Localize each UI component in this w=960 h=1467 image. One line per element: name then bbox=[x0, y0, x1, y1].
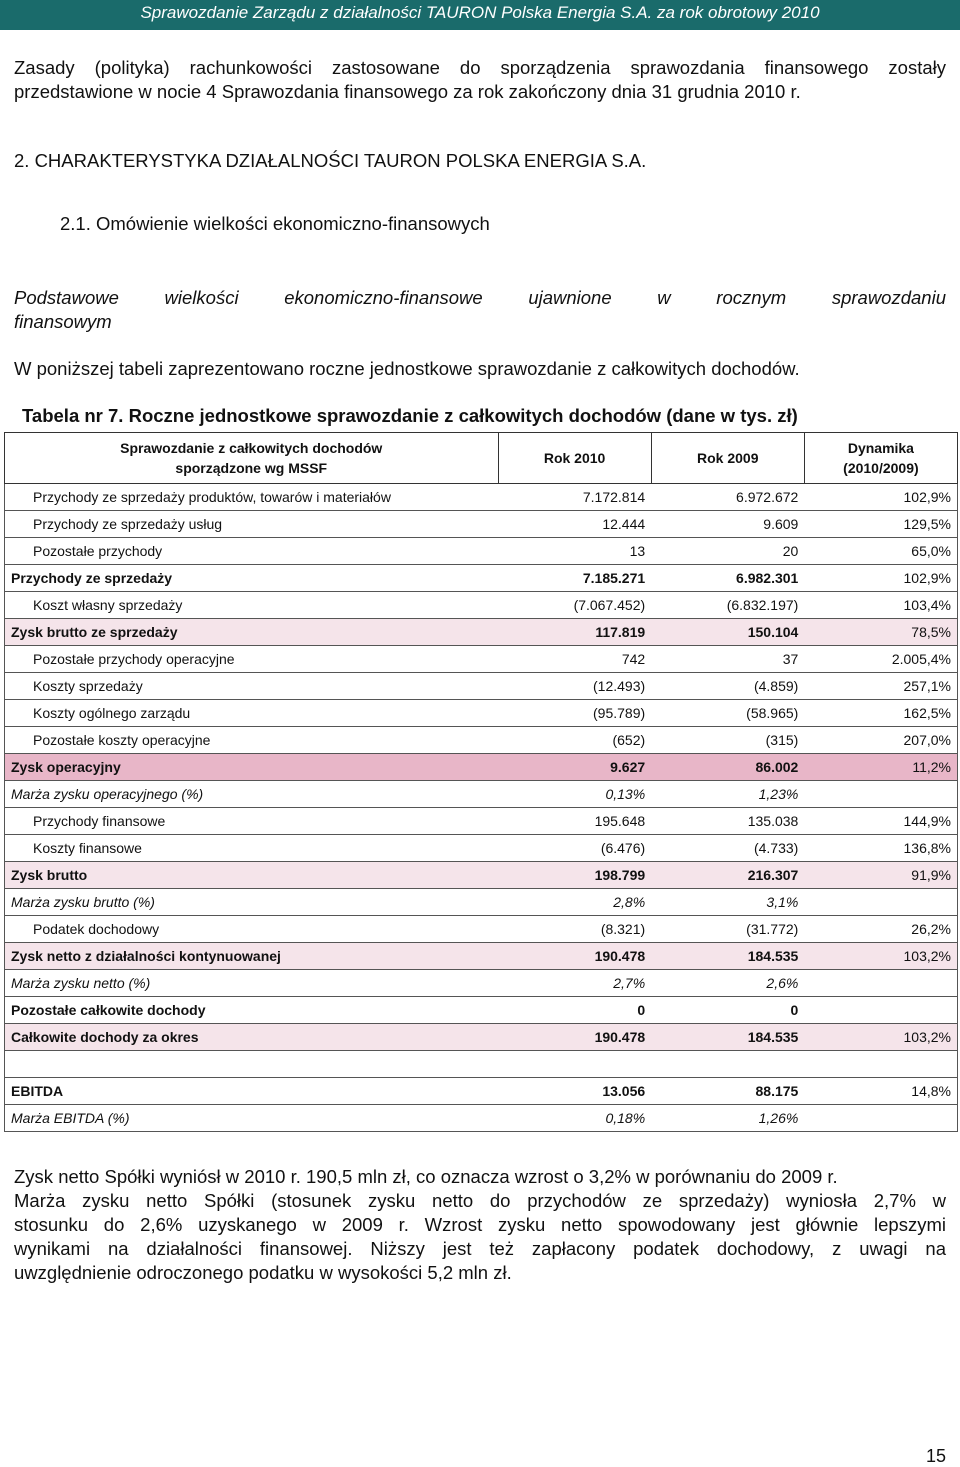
closing-line-5: uwzględnienie odroczonego podatku w wysokości 5,2 mln zł. bbox=[14, 1262, 512, 1283]
row-2010: 7.185.271 bbox=[498, 565, 651, 592]
page-number: 15 bbox=[925, 1446, 946, 1466]
row-label: Całkowite dochody za okres bbox=[5, 1024, 499, 1051]
table-row bbox=[5, 781, 958, 808]
row-label: Podatek dochodowy bbox=[5, 916, 499, 943]
row-2010: 13 bbox=[498, 538, 651, 565]
table-row bbox=[5, 646, 958, 673]
row-label: Pozostałe przychody operacyjne bbox=[5, 646, 499, 673]
row-label: Koszt własny sprzedaży bbox=[5, 592, 499, 619]
row-label: Marża zysku operacyjnego (%) bbox=[5, 781, 499, 808]
row-label: Zysk brutto bbox=[5, 862, 499, 889]
table-row bbox=[5, 916, 958, 943]
table-row bbox=[5, 511, 958, 538]
row-2010: 12.444 bbox=[498, 511, 651, 538]
row-2009: 2,6% bbox=[651, 970, 804, 997]
row-dynamics: 78,5% bbox=[804, 619, 957, 646]
row-dynamics: 26,2% bbox=[804, 916, 957, 943]
row-dynamics: 103,2% bbox=[804, 1024, 957, 1051]
section-title: 2. CHARAKTERYSTYKA DZIAŁALNOŚCI TAURON POLSKA ENERGIA S.A. bbox=[14, 150, 647, 171]
row-dynamics: 102,9% bbox=[804, 565, 957, 592]
row-2009: 86.002 bbox=[651, 754, 804, 781]
row-2010: 0,18% bbox=[498, 1105, 651, 1132]
row-label: Pozostałe przychody bbox=[5, 538, 499, 565]
header-label-line-1: Sprawozdanie z całkowitych dochodów bbox=[120, 440, 383, 456]
report-header: Sprawozdanie Zarządu z działalności TAURON Polska Energia S.A. za rok obrotowy 2010 bbox=[0, 0, 960, 30]
row-2010: 9.627 bbox=[498, 754, 651, 781]
table-header-row bbox=[5, 433, 958, 484]
row-2009: 184.535 bbox=[651, 1024, 804, 1051]
row-dynamics: 257,1% bbox=[804, 673, 957, 700]
table-row bbox=[5, 889, 958, 916]
table-row bbox=[5, 997, 958, 1024]
row-dynamics: 91,9% bbox=[804, 862, 957, 889]
table-row bbox=[5, 538, 958, 565]
row-2009: 1,26% bbox=[651, 1105, 804, 1132]
row-2010: 195.648 bbox=[498, 808, 651, 835]
closing-line-3: stosunku do 2,6% uzyskanego w 2009 r. Wzrost zysku netto spowodowany jest głównie lepszymi bbox=[14, 1214, 946, 1235]
row-dynamics: 136,8% bbox=[804, 835, 957, 862]
table-row bbox=[5, 700, 958, 727]
row-label: Pozostałe koszty operacyjne bbox=[5, 727, 499, 754]
row-dynamics bbox=[804, 970, 957, 997]
row-dynamics: 2.005,4% bbox=[804, 646, 957, 673]
row-label: Koszty finansowe bbox=[5, 835, 499, 862]
row-dynamics: 65,0% bbox=[804, 538, 957, 565]
row-label: Zysk netto z działalności kontynuowanej bbox=[5, 943, 499, 970]
row-2009: 9.609 bbox=[651, 511, 804, 538]
row-label: Zysk operacyjny bbox=[5, 754, 499, 781]
table-row bbox=[5, 727, 958, 754]
intro-line-1: Zasady (polityka) rachunkowości zastosowane do sporządzenia sprawozdania finansowego zostały bbox=[14, 57, 946, 78]
row-2010: 13.056 bbox=[498, 1078, 651, 1105]
lead-text: W poniższej tabeli zaprezentowano roczne jednostkowe sprawozdanie z całkowitych dochodów. bbox=[14, 358, 800, 379]
row-2009: 88.175 bbox=[651, 1078, 804, 1105]
row-2010: 2,7% bbox=[498, 970, 651, 997]
intro-paragraph bbox=[14, 56, 946, 104]
row-2010: (12.493) bbox=[498, 673, 651, 700]
table-spacer-row bbox=[5, 1051, 958, 1078]
row-2009: (315) bbox=[651, 727, 804, 754]
row-label: Marża zysku brutto (%) bbox=[5, 889, 499, 916]
row-2010: 198.799 bbox=[498, 862, 651, 889]
row-2009: 37 bbox=[651, 646, 804, 673]
header-dyn-line-1: Dynamika bbox=[847, 440, 914, 456]
row-dynamics: 11,2% bbox=[804, 754, 957, 781]
row-2009: (6.832.197) bbox=[651, 592, 804, 619]
row-2010: 742 bbox=[498, 646, 651, 673]
row-label: Pozostałe całkowite dochody bbox=[5, 997, 499, 1024]
row-2009: 150.104 bbox=[651, 619, 804, 646]
row-label: Przychody ze sprzedaży usług bbox=[5, 511, 499, 538]
row-2009: (4.733) bbox=[651, 835, 804, 862]
row-label: Koszty sprzedaży bbox=[5, 673, 499, 700]
closing-paragraph bbox=[14, 1165, 946, 1285]
header-label-line-2: sporządzone wg MSSF bbox=[175, 460, 328, 476]
row-2009: 184.535 bbox=[651, 943, 804, 970]
table-caption: Tabela nr 7. Roczne jednostkowe sprawozdanie z całkowitych dochodów (dane w tys. zł) bbox=[22, 405, 798, 426]
table-row bbox=[5, 565, 958, 592]
row-dynamics: 162,5% bbox=[804, 700, 957, 727]
row-dynamics bbox=[804, 889, 957, 916]
row-2010: (652) bbox=[498, 727, 651, 754]
row-2009: 0 bbox=[651, 997, 804, 1024]
closing-line-1: Zysk netto Spółki wyniósł w 2010 r. 190,5 mln zł, co oznacza wzrost o 3,2% w porównaniu do 2009 r. bbox=[14, 1166, 838, 1187]
closing-line-2: Marża zysku netto Spółki (stosunek zysku netto do przychodów ze sprzedaży) wyniosła 2,7% w bbox=[14, 1190, 946, 1211]
row-dynamics: 102,9% bbox=[804, 484, 957, 511]
header-dyn-line-2: (2010/2009) bbox=[843, 460, 919, 476]
table-row bbox=[5, 592, 958, 619]
row-2009: 3,1% bbox=[651, 889, 804, 916]
row-2009: (4.859) bbox=[651, 673, 804, 700]
row-label: Przychody finansowe bbox=[5, 808, 499, 835]
row-label: Zysk brutto ze sprzedaży bbox=[5, 619, 499, 646]
row-dynamics: 103,4% bbox=[804, 592, 957, 619]
row-dynamics: 103,2% bbox=[804, 943, 957, 970]
table-row bbox=[5, 808, 958, 835]
row-label: Przychody ze sprzedaży bbox=[5, 565, 499, 592]
table-row bbox=[5, 673, 958, 700]
row-2010: 190.478 bbox=[498, 1024, 651, 1051]
row-label: Przychody ze sprzedaży produktów, towarów i materiałów bbox=[5, 484, 499, 511]
row-2010: 0,13% bbox=[498, 781, 651, 808]
row-2009: 20 bbox=[651, 538, 804, 565]
row-2009: 216.307 bbox=[651, 862, 804, 889]
italic-heading-line-2: finansowym bbox=[14, 311, 112, 332]
row-label: EBITDA bbox=[5, 1078, 499, 1105]
spacer-cell bbox=[5, 1051, 958, 1078]
row-2009: (31.772) bbox=[651, 916, 804, 943]
intro-line-2: przedstawione w nocie 4 Sprawozdania finansowego za rok zakończony dnia 31 grudnia 2010 r. bbox=[14, 81, 801, 102]
header-label bbox=[5, 433, 499, 484]
table-row bbox=[5, 835, 958, 862]
row-dynamics: 129,5% bbox=[804, 511, 957, 538]
table-row bbox=[5, 1105, 958, 1132]
subsection-title: 2.1. Omówienie wielkości ekonomiczno-finansowych bbox=[60, 213, 490, 234]
row-dynamics: 144,9% bbox=[804, 808, 957, 835]
table-row bbox=[5, 754, 958, 781]
table-row bbox=[5, 619, 958, 646]
italic-heading bbox=[14, 286, 946, 334]
row-label: Marża EBITDA (%) bbox=[5, 1105, 499, 1132]
row-2009: 135.038 bbox=[651, 808, 804, 835]
table-row bbox=[5, 1024, 958, 1051]
row-2010: (95.789) bbox=[498, 700, 651, 727]
row-2010: 117.819 bbox=[498, 619, 651, 646]
row-2009: 1,23% bbox=[651, 781, 804, 808]
row-dynamics bbox=[804, 781, 957, 808]
header-dynamics bbox=[804, 433, 957, 484]
row-2010: 2,8% bbox=[498, 889, 651, 916]
income-statement-table bbox=[4, 432, 958, 1132]
row-2010: 7.172.814 bbox=[498, 484, 651, 511]
row-2009: (58.965) bbox=[651, 700, 804, 727]
row-2010: 190.478 bbox=[498, 943, 651, 970]
header-2010: Rok 2010 bbox=[498, 433, 651, 484]
row-label: Koszty ogólnego zarządu bbox=[5, 700, 499, 727]
table-row bbox=[5, 943, 958, 970]
row-label: Marża zysku netto (%) bbox=[5, 970, 499, 997]
italic-heading-line-1: Podstawowe wielkości ekonomiczno-finansowe ujawnione w rocznym sprawozdaniu bbox=[14, 287, 946, 308]
table-row bbox=[5, 1078, 958, 1105]
row-2010: (7.067.452) bbox=[498, 592, 651, 619]
row-2010: (8.321) bbox=[498, 916, 651, 943]
row-dynamics: 14,8% bbox=[804, 1078, 957, 1105]
row-2009: 6.972.672 bbox=[651, 484, 804, 511]
header-2009: Rok 2009 bbox=[651, 433, 804, 484]
row-2010: 0 bbox=[498, 997, 651, 1024]
closing-line-4: wynikami na działalności finansowej. Niższy jest też zapłacony podatek dochodowy, z uwagi na bbox=[14, 1238, 946, 1259]
table-row bbox=[5, 970, 958, 997]
row-dynamics: 207,0% bbox=[804, 727, 957, 754]
row-dynamics bbox=[804, 1105, 957, 1132]
table-row bbox=[5, 862, 958, 889]
table-row bbox=[5, 484, 958, 511]
row-dynamics bbox=[804, 997, 957, 1024]
row-2009: 6.982.301 bbox=[651, 565, 804, 592]
row-2010: (6.476) bbox=[498, 835, 651, 862]
